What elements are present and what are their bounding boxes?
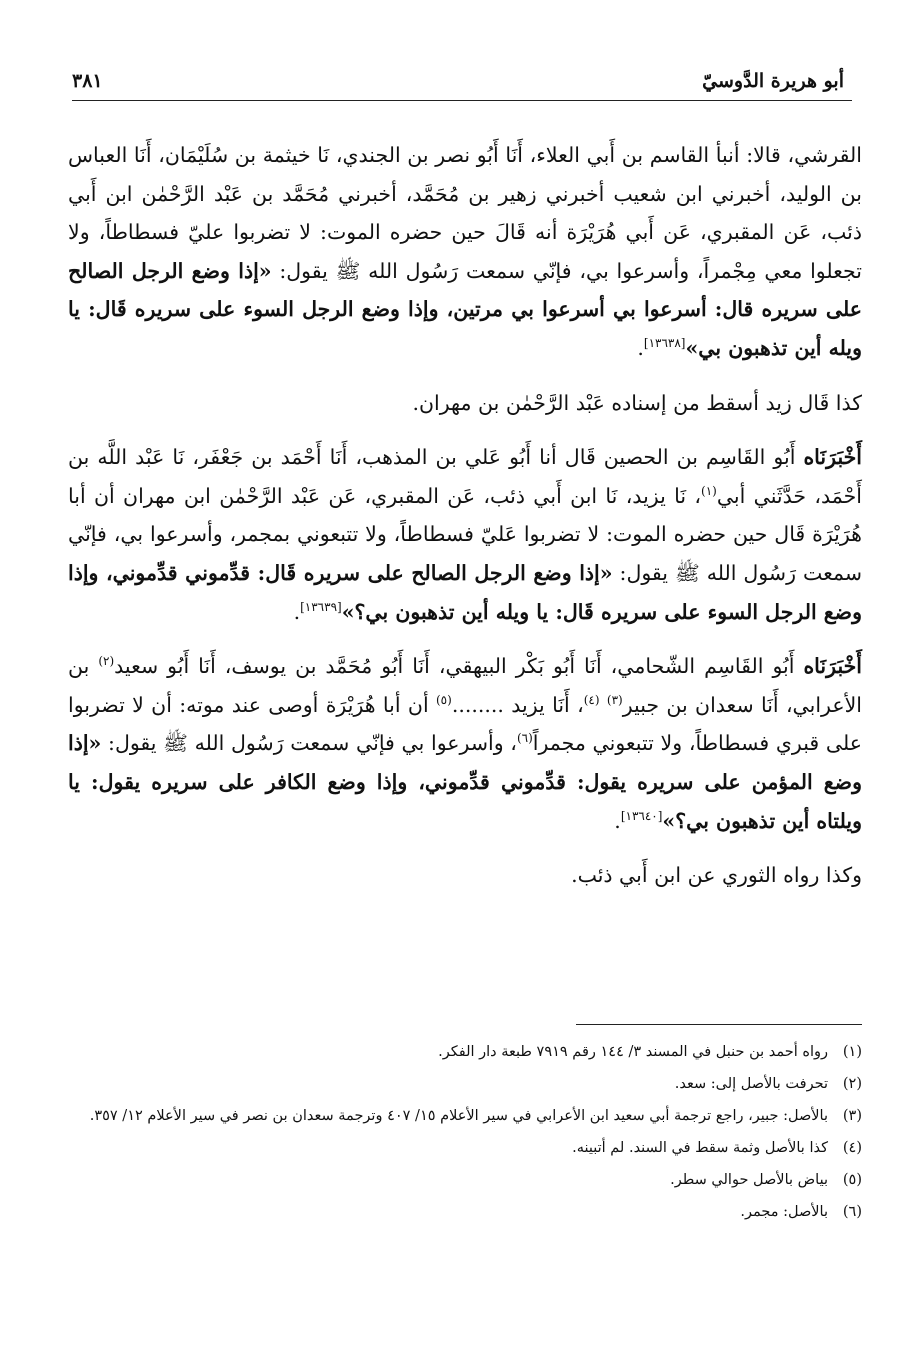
footnote-text: كذا بالأصل وثمة سقط في السند. لم أتبينه. xyxy=(572,1140,828,1156)
footnote-3 xyxy=(68,1102,862,1130)
footnote-ref-2: (٢) xyxy=(98,654,115,669)
paragraph-3-ref: [١٣٦٣٩] xyxy=(300,599,342,614)
footnote-6 xyxy=(68,1198,862,1226)
paragraph-3 xyxy=(68,438,862,631)
paragraph-3-chain: أَبُو القَاسِم بن الحصين قَال أنا أَبُو عَلي بن المذهب، أَنَا أَحْمَد بن جَعْفَر، نَا عَبْد اللَّه بن أَحْمَد، حَدَّثَني أبي xyxy=(68,445,862,508)
paragraph-1-hadith: «إذا وضع الرجل الصالح على سريره قال: أسرعوا بي أسرعوا بي مرتين، وإذا وضع الرجل السوء على سريره قَال: يا ويله أين تذهبون بي» xyxy=(68,258,862,360)
footnote-4 xyxy=(68,1134,862,1162)
footnote-ref-5: (٥) xyxy=(435,692,452,707)
footnote-5 xyxy=(68,1166,862,1194)
paragraph-4-lead: أَخْبَرَنَاه xyxy=(803,654,862,679)
footnote-number: (٣) xyxy=(842,1108,862,1124)
footnote-text: تحرفت بالأصل إلى: سعد. xyxy=(674,1076,828,1092)
paragraph-1-chain: القرشي، قالا: أنبأ القاسم بن أَبي العلاء، أَنَا أَبُو نصر بن الجندي، نَا خيثمة بن سُلَيْمَان، أَنَا العباس بن الوليد، أخبرني ابن شعيب أخبرني زهير بن مُحَمَّد، أخبرني مُحَمَّد بن عَبْد الرَّحْمٰن ابن أَبي ذئب، عَن المقبري، عَن أَبي هُرَيْرَة أنه قَالَ حين حضره الموت: لا تضربوا عليّ فسطاطاً، ولا تجعلوا معي مِجْمراً، وأسرعوا بي، فإنّي سمعت رَسُول الله ﷺ يقول: xyxy=(68,143,862,283)
paragraph-3-lead: أَخْبَرَنَاه xyxy=(803,445,862,470)
footnote-text: بالأصل: جبير، راجع ترجمة أبي سعيد ابن الأعرابي في سير الأعلام ١٥/ ٤٠٧ وترجمة سعدان بن نصر في سير الأعلام ١٢/ ٣٥٧. xyxy=(89,1108,828,1124)
footnote-ref-1: (١) xyxy=(701,483,717,498)
footnotes xyxy=(68,1038,862,1230)
paragraph-4-chain: أَبُو القَاسِم الشّحامي، أَنَا أَبُو بَكْر البيهقي، أَنَا أَبُو مُحَمَّد بن يوسف، أَنَا أَبُو سعيد xyxy=(114,654,804,679)
footnote-number: (٢) xyxy=(842,1076,862,1092)
paragraph-2: كذا قَال زيد أسقط من إسناده عَبْد الرَّحْمٰن بن مهران. xyxy=(412,390,862,415)
footnote-2 xyxy=(68,1070,862,1098)
footnote-ref-6: (٦) xyxy=(516,731,533,746)
page-header xyxy=(72,64,852,104)
paragraph-4-ref: [١٣٦٤٠] xyxy=(620,808,663,823)
footnote-number: (٦) xyxy=(842,1204,862,1220)
footnote-number: (٤) xyxy=(842,1140,862,1156)
footnote-text: بياض بالأصل حوالي سطر. xyxy=(670,1172,828,1188)
paragraph-5: وكذا رواه الثوري عن ابن أَبي ذئب. xyxy=(571,863,862,888)
main-text xyxy=(68,136,862,895)
paragraph-4-space xyxy=(600,693,607,717)
paragraph-3-end: . xyxy=(293,599,301,624)
footnote-ref-4: (٤) xyxy=(583,692,600,707)
paragraph-4-chain-b: بن الأعرابي، أَنَا سعدان بن جبير xyxy=(68,654,862,717)
paragraph-4 xyxy=(68,647,862,840)
paragraph-4-end: . xyxy=(614,808,621,833)
paragraph-4-chain-d: أن أبا هُرَيْرَة أوصى عند موته: أن لا تضربوا على قبري فسطاطاً، ولا تتبعوني مجمراً xyxy=(68,692,862,756)
paragraph-4-hadith: «إذا وضع المؤمن على سريره يقول: قدِّموني قدِّموني، وإذا وضع الكافر على سريره يقول: يا ويلتاه أين تذهبون بي؟» xyxy=(68,731,862,833)
footnote-rule xyxy=(576,1024,862,1025)
running-title: أبو هريرة الدَّوسيّ xyxy=(702,70,844,92)
footnote-1 xyxy=(68,1038,862,1066)
paragraph-4-chain-c: ، أَنَا يزيد ........ xyxy=(451,692,584,717)
paragraph-1-end: . xyxy=(637,335,644,360)
footnote-ref-3: (٣) xyxy=(606,692,623,707)
paragraph-1-ref: [١٣٦٣٨] xyxy=(643,336,686,351)
paragraph-4-chain-e: ، وأسرعوا بي فإنّي سمعت رَسُول الله ﷺ يقول: xyxy=(108,731,517,756)
paragraph-1 xyxy=(68,136,862,368)
paragraph-3-hadith: «إذا وضع الرجل الصالح على سريره قَال: قدِّموني قدِّموني، وإذا وضع الرجل السوء على سريره قَال: يا ويله أين تذهبون بي؟» xyxy=(68,560,862,624)
paragraph-3-chain-cont: ، نَا يزيد، نَا ابن أَبي ذئب، عَن المقبري، عَن عَبْد الرَّحْمٰن ابن مهران أن أبا هُرَيْرَة قَال حين حضره الموت: لا تضربوا عَليّ فسطاطاً، ولا تتبعوني بمجمر، وأسرعوا بي، فإنّي سمعت رَسُول الله ﷺ يقول: xyxy=(68,483,862,585)
footnote-number: (٥) xyxy=(842,1172,862,1188)
page-number: ٣٨١ xyxy=(72,70,103,92)
footnote-text: بالأصل: مجمر. xyxy=(740,1204,828,1220)
header-rule xyxy=(72,100,852,101)
footnote-number: (١) xyxy=(842,1044,862,1060)
footnote-text: رواه أحمد بن حنبل في المسند ٣/ ١٤٤ رقم ٧٩١٩ طبعة دار الفكر. xyxy=(438,1044,828,1060)
